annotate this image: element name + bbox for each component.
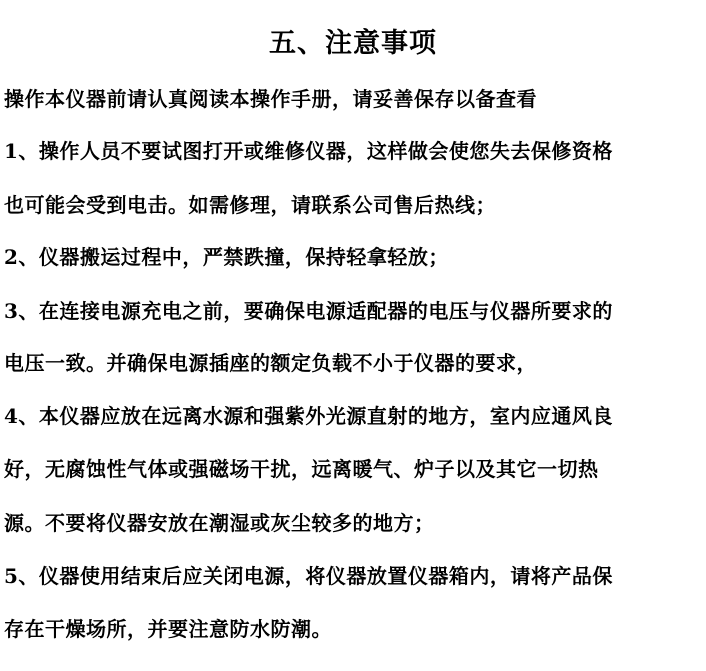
section-title: 五、注意事项 bbox=[269, 28, 437, 59]
note-1-line-1: 1、操作人员不要试图打开或维修仪器，这样做会使您失去保修资格 bbox=[4, 139, 613, 163]
intro-line: 操作本仪器前请认真阅读本操作手册，请妥善保存以备查看 bbox=[4, 87, 537, 111]
note-3-line-2: 电压一致。并确保电源插座的额定负载不小于仪器的要求， bbox=[4, 351, 537, 375]
note-4-line-2: 好，无腐蚀性气体或强磁场干扰，远离暖气、炉子以及其它一切热 bbox=[4, 457, 599, 481]
note-1-line-2: 也可能会受到电击。如需修理，请联系公司售后热线； bbox=[4, 193, 496, 217]
note-3-line-1: 3、在连接电源充电之前，要确保电源适配器的电压与仪器所要求的 bbox=[4, 299, 613, 323]
note-4-line-3: 源。不要将仪器安放在潮湿或灰尘较多的地方； bbox=[4, 511, 435, 535]
note-5-line-1: 5、仪器使用结束后应关闭电源，将仪器放置仪器箱内，请将产品保 bbox=[4, 564, 613, 588]
note-2-line-1: 2、仪器搬运过程中，严禁跌撞，保持轻拿轻放； bbox=[4, 245, 449, 269]
note-4-line-1: 4、本仪器应放在远离水源和强紫外光源直射的地方，室内应通风良 bbox=[4, 404, 613, 428]
note-5-line-2: 存在干燥场所，并要注意防水防潮。 bbox=[4, 617, 332, 641]
